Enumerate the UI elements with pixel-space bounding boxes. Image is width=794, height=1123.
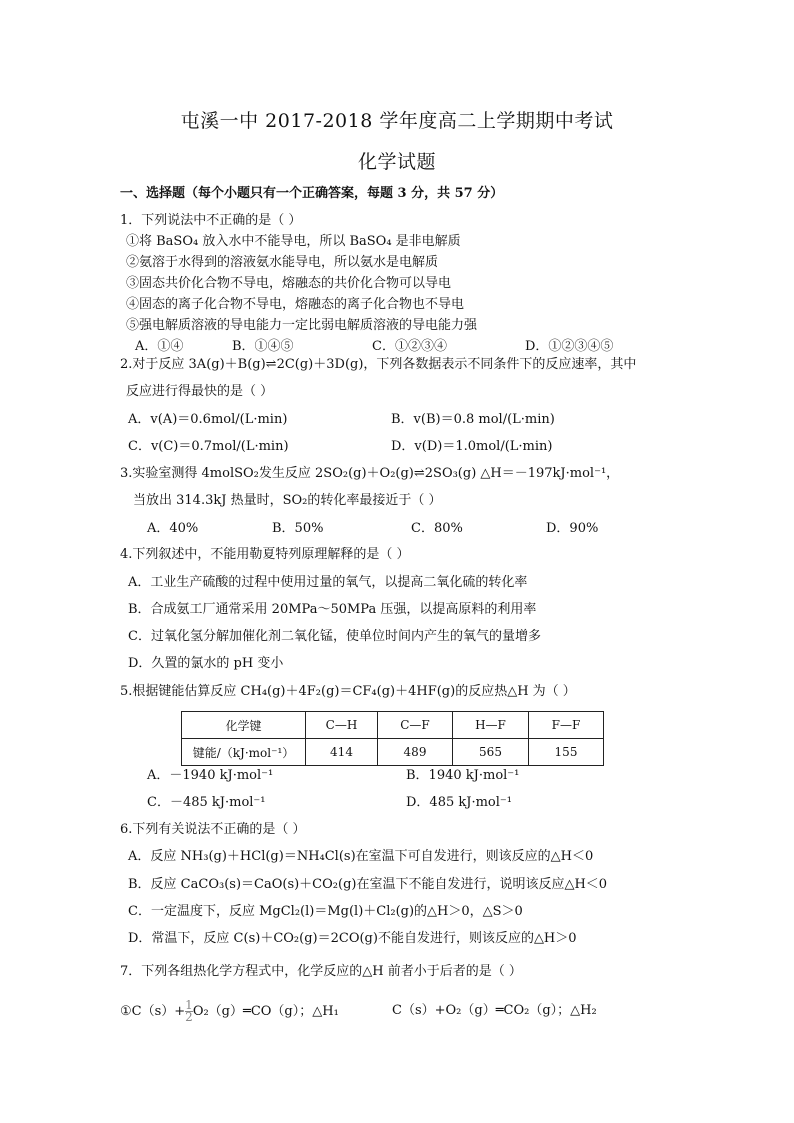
question-2-option-b: B．v(B)＝0.8 mol/(L·min) bbox=[391, 412, 555, 427]
question-1-statement-5: ⑤强电解质溶液的导电能力一定比弱电解质溶液的导电能力强 bbox=[126, 318, 478, 333]
question-7-equation-2: C（s）+O₂（g）═CO₂（g）；△H₂ bbox=[392, 1003, 597, 1018]
table-row bbox=[182, 739, 604, 766]
question-2-stem-line-1: 2.对于反应 3A(g)＋B(g)⇌2C(g)＋3D(g)，下列各数据表示不同条件下的反应速率，其中 bbox=[120, 357, 637, 372]
page-subtitle: 化学试题 bbox=[357, 151, 436, 173]
question-5-option-b: B．1940 kJ·mol⁻¹ bbox=[406, 768, 520, 783]
question-6-option-c: C．一定温度下，反应 MgCl₂(l)＝Mg(l)＋Cl₂(g)的△H＞0，△S＞0 bbox=[128, 904, 523, 919]
question-1-statement-4: ④固态的离子化合物不导电，熔融态的离子化合物也不导电 bbox=[126, 297, 465, 312]
question-1-statement-2: ②氨溶于水得到的溶液氨水能导电，所以氨水是电解质 bbox=[126, 255, 439, 270]
equation-1-prefix: ①C（s）+ bbox=[120, 1004, 186, 1019]
question-3-option-a: A．40% bbox=[147, 521, 199, 536]
question-7-equation-1 bbox=[120, 1000, 339, 1023]
table-cell: 键能/（kJ·mol⁻¹） bbox=[182, 739, 306, 766]
table-cell: 化学键 bbox=[182, 712, 306, 739]
question-4-option-b: B．合成氨工厂通常采用 20MPa～50MPa 压强，以提高原料的利用率 bbox=[128, 602, 537, 617]
question-3-stem-line-1: 3.实验室测得 4molSO₂发生反应 2SO₂(g)＋O₂(g)⇌2SO₃(g) △H＝－197kJ·mol⁻¹， bbox=[120, 466, 620, 481]
one-half-fraction bbox=[185, 1000, 193, 1023]
question-5-stem: 5.根据键能估算反应 CH₄(g)＋4F₂(g)＝CF₄(g)＋4HF(g)的反应热△H 为（ ） bbox=[120, 684, 576, 699]
question-6-stem: 6.下列有关说法不正确的是（ ） bbox=[120, 822, 306, 837]
question-1-option-c: C．①②③④ bbox=[372, 339, 447, 354]
question-2-option-a: A．v(A)＝0.6mol/(L·min) bbox=[128, 412, 288, 427]
question-1-statement-3: ③固态共价化合物不导电，熔融态的共价化合物可以导电 bbox=[126, 276, 452, 291]
question-3-option-d: D．90% bbox=[546, 521, 599, 536]
question-4-option-c: C．过氧化氢分解加催化剂二氧化锰，使单位时间内产生的氧气的量增多 bbox=[128, 629, 541, 644]
question-5-option-d: D．485 kJ·mol⁻¹ bbox=[406, 795, 512, 810]
section-heading: 一、选择题（每个小题只有一个正确答案，每题 3 分，共 57 分） bbox=[120, 186, 504, 201]
question-4-option-a: A．工业生产硫酸的过程中使用过量的氧气，以提高二氧化硫的转化率 bbox=[128, 575, 528, 590]
question-4-stem: 4.下列叙述中，不能用勒夏特列原理解释的是（ ） bbox=[120, 547, 410, 562]
question-1-option-a: A．①④ bbox=[135, 339, 184, 354]
question-1-option-d: D．①②③④⑤ bbox=[525, 339, 614, 354]
question-3-option-c: C．80% bbox=[411, 521, 463, 536]
bond-energy-table bbox=[181, 711, 604, 766]
table-cell: 565 bbox=[453, 739, 529, 766]
question-1-statement-1: ①将 BaSO₄ 放入水中不能导电，所以 BaSO₄ 是非电解质 bbox=[126, 234, 461, 249]
fraction-denominator: 2 bbox=[185, 1010, 193, 1024]
question-6-option-d: D．常温下，反应 C(s)＋CO₂(g)＝2CO(g)不能自发进行，则该反应的△H＞0 bbox=[128, 931, 577, 946]
table-cell: F—F bbox=[529, 712, 604, 739]
question-3-option-b: B．50% bbox=[272, 521, 324, 536]
page-title: 屯溪一中 2017-2018 学年度高二上学期期中考试 bbox=[180, 110, 614, 132]
question-6-option-b: B．反应 CaCO₃(s)＝CaO(s)＋CO₂(g)在室温下不能自发进行，说明该反应△H＜0 bbox=[128, 877, 608, 892]
question-4-option-d: D．久置的氯水的 pH 变小 bbox=[128, 656, 284, 671]
question-1-option-b: B．①④⑤ bbox=[232, 339, 294, 354]
table-cell: 414 bbox=[306, 739, 378, 766]
table-header-row bbox=[182, 712, 604, 739]
question-1-stem: 1．下列说法中不正确的是（ ） bbox=[120, 213, 302, 228]
question-2-stem-line-2: 反应进行得最快的是（ ） bbox=[126, 384, 274, 399]
question-3-stem-line-2: 当放出 314.3kJ 热量时，SO₂的转化率最接近于（ ） bbox=[133, 493, 442, 508]
table-cell: 489 bbox=[378, 739, 453, 766]
question-2-option-c: C．v(C)＝0.7mol/(L·min) bbox=[128, 439, 289, 454]
question-5-option-a: A．－1940 kJ·mol⁻¹ bbox=[147, 768, 274, 783]
question-2-option-d: D．v(D)＝1.0mol/(L·min) bbox=[391, 439, 553, 454]
question-6-option-a: A．反应 NH₃(g)＋HCl(g)＝NH₄Cl(s)在室温下可自发进行，则该反应的△H＜0 bbox=[128, 849, 594, 864]
table-cell: 155 bbox=[529, 739, 604, 766]
question-7-stem: 7．下列各组热化学方程式中，化学反应的△H 前者小于后者的是（ ） bbox=[120, 964, 522, 979]
fraction-numerator: 1 bbox=[185, 998, 193, 1012]
table-cell: C—H bbox=[306, 712, 378, 739]
equation-1-suffix: O₂（g）═CO（g）；△H₁ bbox=[192, 1004, 339, 1019]
table-cell: C—F bbox=[378, 712, 453, 739]
table-cell: H—F bbox=[453, 712, 529, 739]
question-5-option-c: C．－485 kJ·mol⁻¹ bbox=[147, 795, 266, 810]
